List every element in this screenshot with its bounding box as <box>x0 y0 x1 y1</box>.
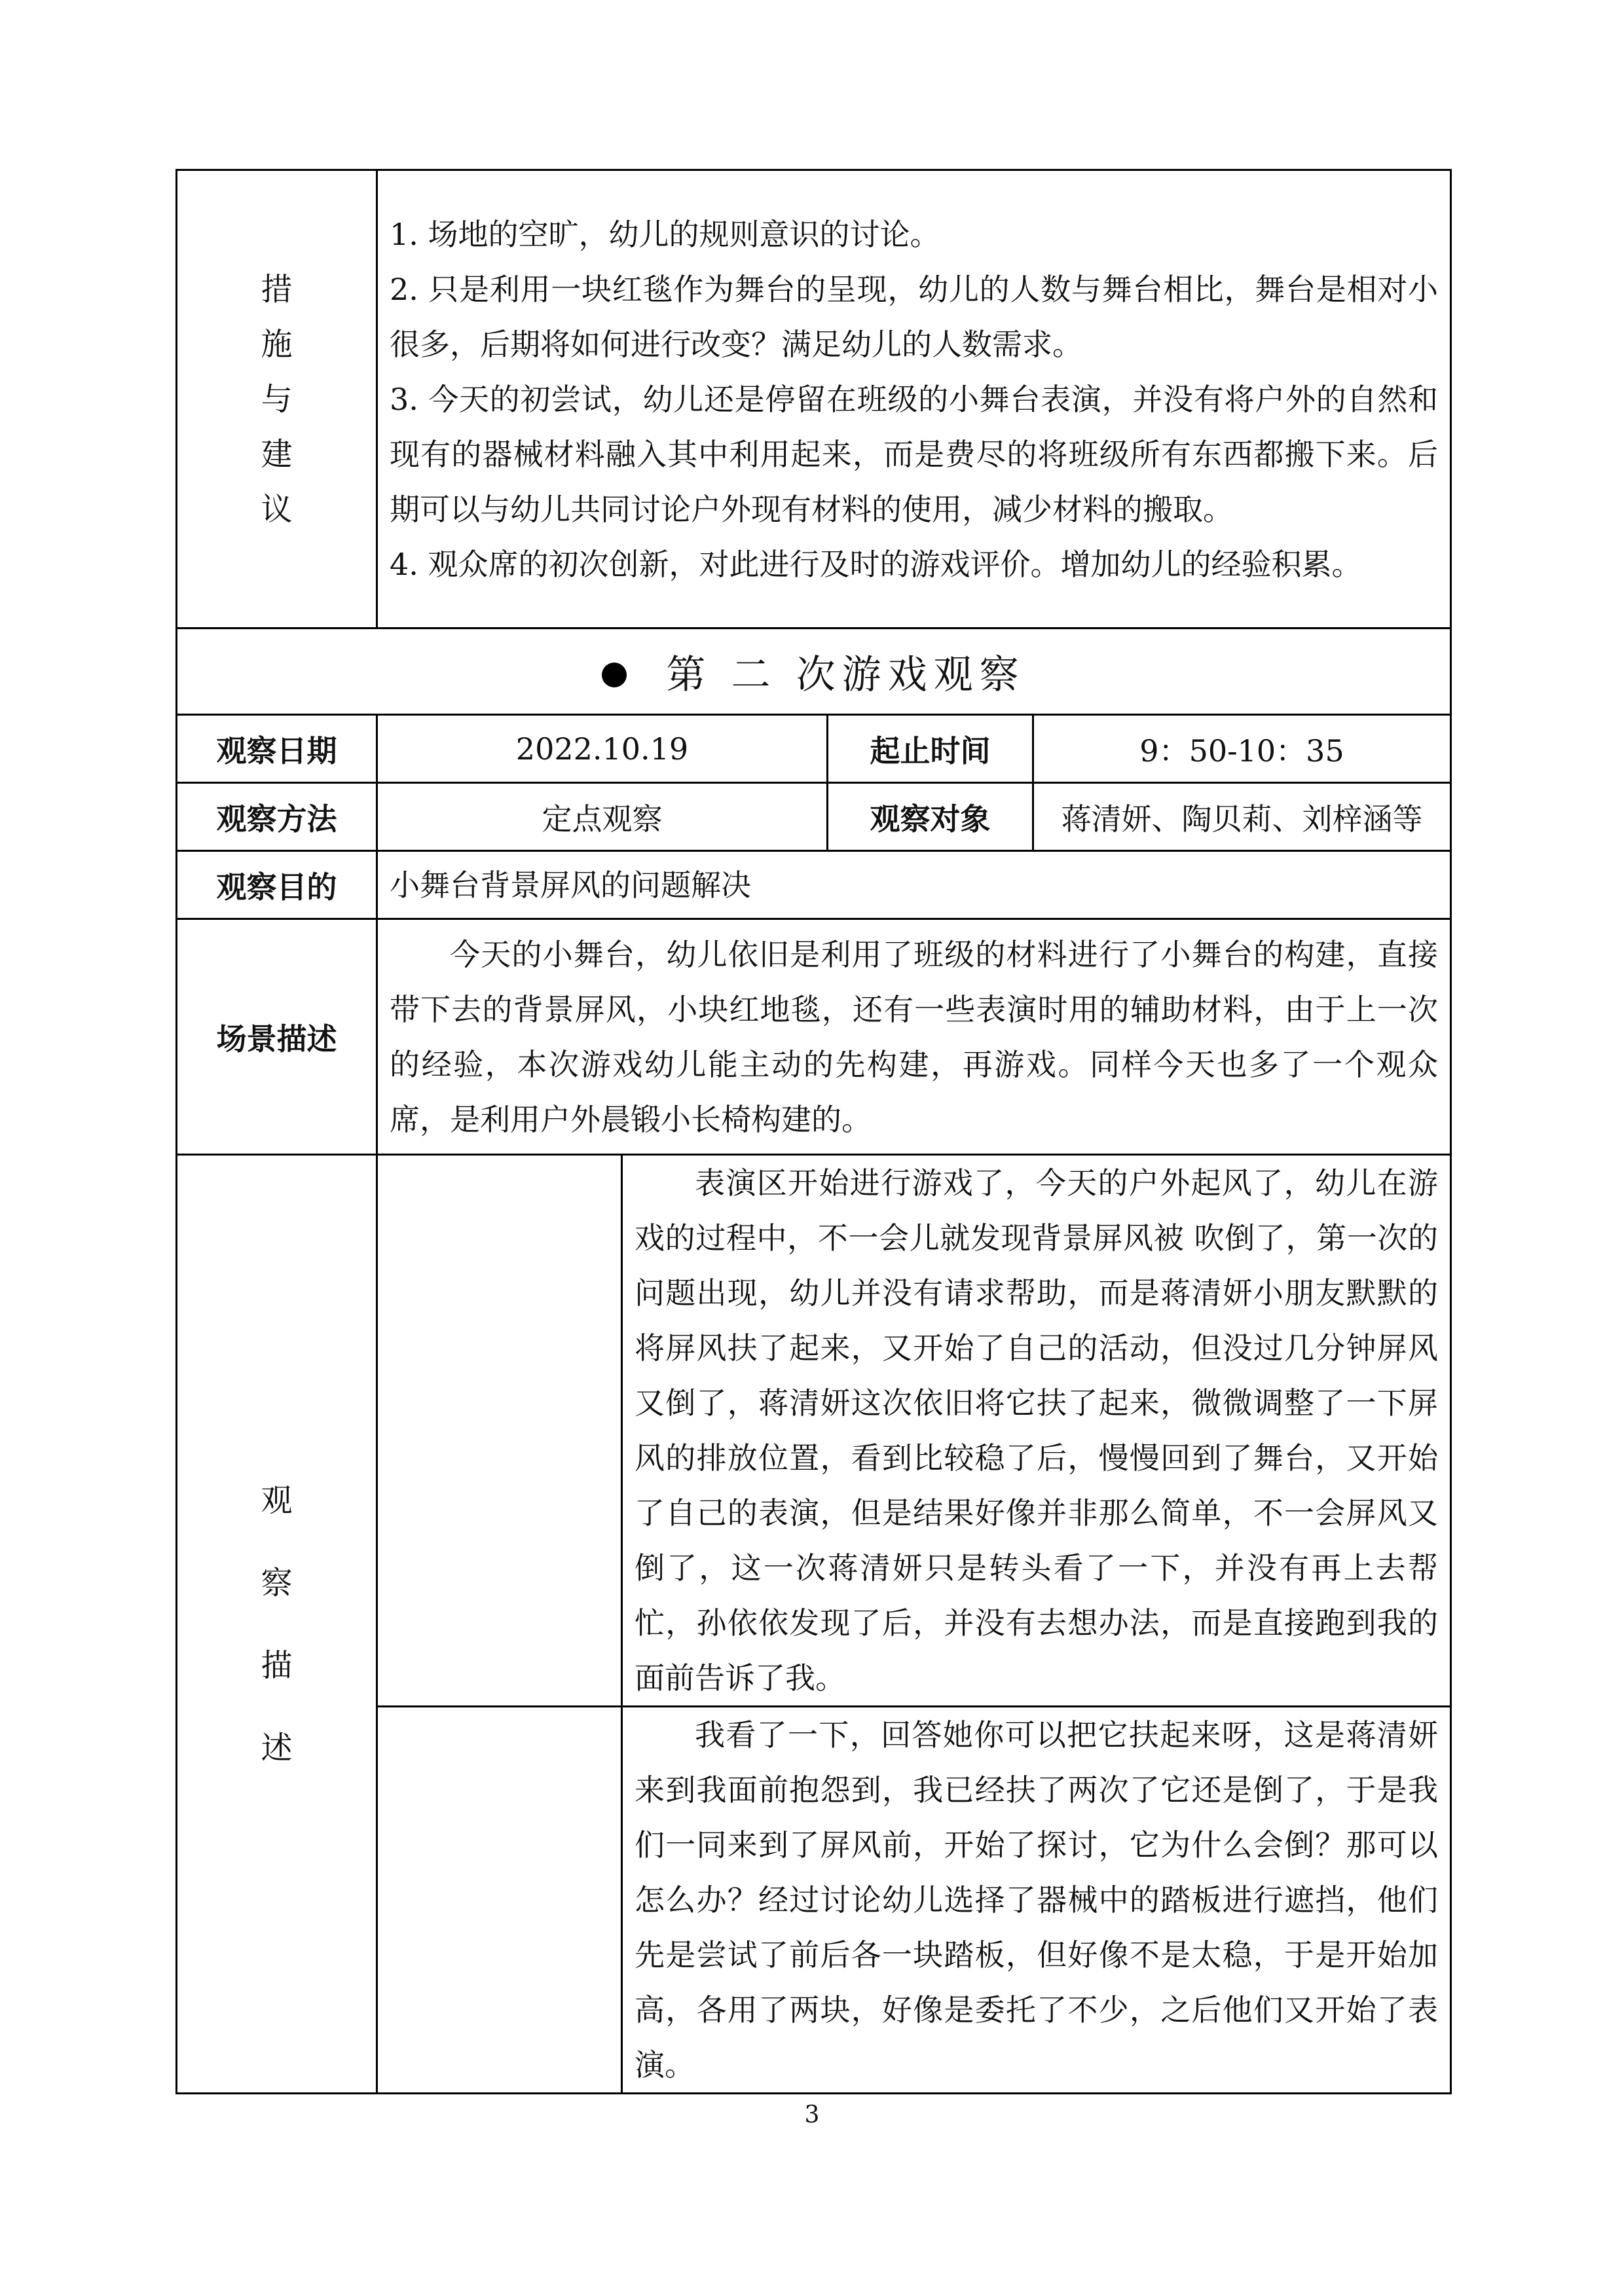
section-heading <box>177 629 1451 715</box>
measures-item: 3. 今天的初尝试，幼儿还是停留在班级的小舞台表演，并没有将户外的自然和现有的器械材料融入其中利用起来，而是费尽的将班级所有东西都搬下来。后期可以与幼儿共同讨论户外现有材料的使用，减少材料的搬取。 <box>390 381 1439 527</box>
photo-cell <box>377 1707 622 2094</box>
purpose-value: 小舞台背景屏风的问题解决 <box>377 851 1451 919</box>
observation-label-char: 描 <box>261 1647 293 1684</box>
measures-label-char: 议 <box>261 490 293 528</box>
observation-label-char: 观 <box>261 1482 293 1519</box>
purpose-label: 观察目的 <box>177 851 377 919</box>
method-target-row <box>177 783 1451 851</box>
method-value: 定点观察 <box>377 783 828 851</box>
measures-label-char: 措 <box>261 270 293 308</box>
date-value: 2022.10.19 <box>377 715 828 783</box>
bullet-icon <box>602 663 627 687</box>
method-label: 观察方法 <box>177 783 377 851</box>
measures-row <box>177 170 1451 629</box>
measures-content <box>377 170 1451 629</box>
section-row <box>177 629 1451 715</box>
scene-label: 场景描述 <box>177 919 377 1155</box>
purpose-row <box>177 851 1451 919</box>
observation-label-char: 述 <box>261 1729 293 1766</box>
scene-text: 今天的小舞台，幼儿依旧是利用了班级的材料进行了小舞台的构建，直接带下去的背景屏风，小块红地毯，还有一些表演时用的辅助材料，由于上一次的经验，本次游戏幼儿能主动的先构建，再游戏。同样今天也多了一个观众席，是利用户外晨锻小长椅构建的。 <box>377 919 1451 1155</box>
observation-row-1 <box>177 1155 1451 1707</box>
time-label: 起止时间 <box>828 715 1033 783</box>
date-label: 观察日期 <box>177 715 377 783</box>
observation-record-table <box>175 169 1452 2094</box>
observation-label <box>177 1155 377 2094</box>
photo-cell <box>377 1155 622 1707</box>
measures-item: 1. 场地的空旷，幼儿的规则意识的讨论。 <box>390 216 940 252</box>
time-value: 9：50-10：35 <box>1033 715 1451 783</box>
target-label: 观察对象 <box>828 783 1033 851</box>
observation-paragraph: 我看了一下，回答她你可以把它扶起来呀，这是蒋清妍来到我面前抱怨到，我已经扶了两次了它还是倒了，于是我们一同来到了屏风前，开始了探讨，它为什么会倒？那可以怎么办？经过讨论幼儿选择了器械中的踏板进行遮挡，他们先是尝试了前后各一块踏板，但好像不是太稳，于是开始加高，各用了两块，好像是委托了不少，之后他们又开始了表演。 <box>622 1707 1451 2094</box>
measures-item: 4. 观众席的初次创新，对此进行及时的游戏评价。增加幼儿的经验积累。 <box>390 546 1362 582</box>
page-number: 3 <box>804 2102 820 2128</box>
date-time-row <box>177 715 1451 783</box>
measures-label-char: 施 <box>261 325 293 363</box>
measures-label-char: 与 <box>261 380 293 418</box>
measures-label-char: 建 <box>261 435 293 473</box>
section-title: 第 二 次游戏观察 <box>666 651 1025 698</box>
target-value: 蒋清妍、陶贝莉、刘梓涵等 <box>1033 783 1451 851</box>
observation-label-char: 察 <box>261 1564 293 1601</box>
observation-paragraph: 表演区开始进行游戏了，今天的户外起风了，幼儿在游戏的过程中，不一会儿就发现背景屏风被 吹倒了，第一次的问题出现，幼儿并没有请求帮助，而是蒋清妍小朋友默默的将屏风扶了起来，又开始了自己的活动，但没过几分钟屏风又倒了，蒋清妍这次依旧将它扶了起来，微微调整了一下屏风的排放位置，看到比较稳了后，慢慢回到了舞台，又开始了自己的表演，但是结果好像并非那么简单，不一会屏风又倒了，这一次蒋清妍只是转头看了一下，并没有再上去帮忙，孙依依发现了后，并没有去想办法，而是直接跑到我的面前告诉了我。 <box>622 1155 1451 1707</box>
scene-row <box>177 919 1451 1155</box>
measures-item: 2. 只是利用一块红毯作为舞台的呈现，幼儿的人数与舞台相比，舞台是相对小很多，后期将如何进行改变？满足幼儿的人数需求。 <box>390 271 1439 362</box>
measures-label <box>177 170 377 629</box>
